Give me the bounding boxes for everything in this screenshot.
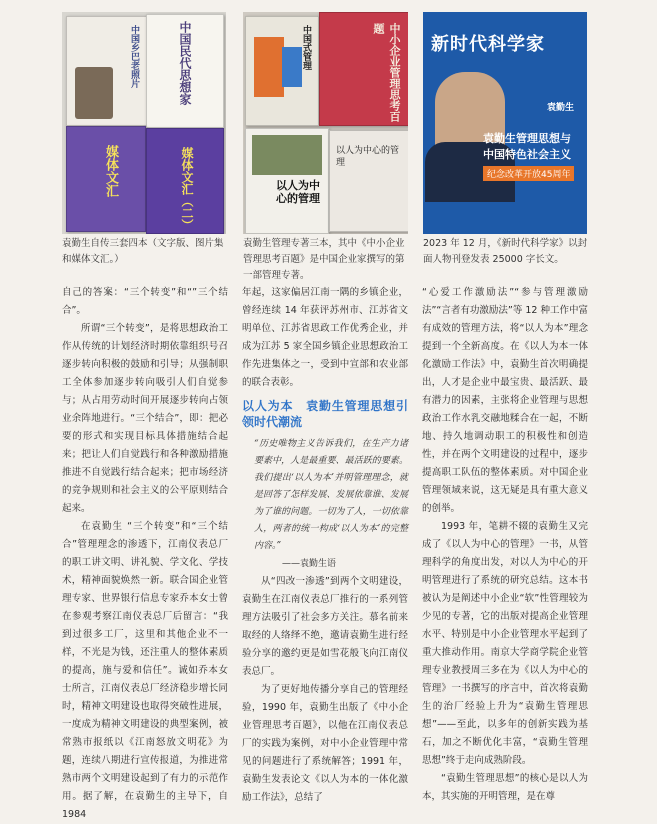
photo-strip bbox=[0, 12, 657, 234]
text-column-2 bbox=[242, 284, 408, 807]
paragraph: 在袁勤生 “三个转变”和“三个结合”管理理念的渗透下，江南仪表总厂的职工讲文明、讲礼貌、学文化、学技术，精神面貌焕然一新。联合国企业管理专家、世界银行信息专家乔本女士曾在参观考察江南仪表总厂后留言：“我到过很多工厂，这里和其他企业不一样，不光是为钱，还注重人的整体素质的提高，施与爱和信任”。诚如乔本女士所言，江南仪表总厂经济稳步增长同时，精神文明建设也取得突破性进展，一度成为精神文明建设的典型案例，被常熟市报纸以《江南怒放文明花》为题，连续八期进行宣传报道，为推进常熟市两个文明建设起到了有力的示范作用。据了解，在袁勤生的主导下，自 1984 bbox=[62, 521, 228, 820]
magazine-headline-1: 袁勤生管理思想与 bbox=[483, 132, 571, 145]
book-cover bbox=[146, 128, 224, 234]
book-title: 中小企业管理思考百题 bbox=[372, 23, 401, 122]
book-illustration bbox=[252, 135, 322, 175]
photo-caption: 2023 年 12 月，《新时代科学家》以封面人物刊登发表 25000 字长文。 bbox=[423, 238, 588, 265]
photo-management-books bbox=[243, 12, 408, 234]
book-color-block bbox=[282, 47, 302, 87]
paragraph: 自己的答案：“三个转变”和“”三个结合”。 bbox=[62, 287, 228, 316]
photo-autobiography-books bbox=[62, 12, 226, 234]
quote-block: “历史唯物主义告诉我们，在生产力诸要素中，人是最重要、最活跃的要素。我们提出‘以人为本’并明管理理念，就是回答了怎样发展、发展依靠谁、发展为了谁的问题。一切为了人，一切依靠人，两者的统一构成‘以人为本’的完整内容。” bbox=[254, 439, 408, 551]
book-title: 以人为中心的管理 bbox=[276, 179, 320, 205]
book-color-block bbox=[254, 37, 284, 97]
text-column-3 bbox=[422, 284, 588, 806]
text-column-1 bbox=[62, 284, 228, 824]
magazine-headline-2: 中国特色社会主义 bbox=[483, 148, 571, 161]
paragraph: 从“四改一渗透”到两个文明建设，袁勤生在江南仪表总厂推行的一系列管理方法吸引了社会多方关注。慕名前来取经的人络绎不绝，邀请袁勤生进行经验分享的邀约更是如雪花般飞向江南仪表总厂。 bbox=[242, 576, 408, 677]
photo-magazine-cover bbox=[423, 12, 587, 234]
book-title: 媒体文汇（二） bbox=[180, 147, 194, 231]
book-title: 中国乡巴老照片 bbox=[129, 25, 139, 88]
quote-source: ——袁勤生语 bbox=[282, 559, 337, 569]
book-cover bbox=[66, 126, 146, 232]
magazine-banner: 纪念改革开放45周年 bbox=[483, 166, 574, 181]
photo-caption: 袁勤生自传三套四本（文字版、图片集和媒体文汇。） bbox=[62, 238, 224, 265]
magazine-name: 袁勤生 bbox=[547, 103, 575, 113]
section-heading: 以人为本 袁勤生管理思想引领时代潮流 bbox=[242, 399, 408, 429]
book-title: 媒体文汇 bbox=[103, 145, 118, 197]
photo-caption: 袁勤生管理专著三本，其中《中小企业管理思考百题》是中国企业家撰写的第一部管理专著。 bbox=[243, 238, 405, 281]
book-cover bbox=[146, 14, 224, 128]
paragraph: “袁勤生管理思想”的核心是以人为本，其实施的开明管理，是在尊 bbox=[422, 773, 588, 802]
book-cover bbox=[66, 16, 148, 126]
author-photo bbox=[75, 67, 113, 119]
paragraph: 所谓“三个转变”，是将思想政治工作从传统的计划经济时期依靠组织号召逐步转向积极的鼓励和引导；从强制职工全体参加逐步转向吸引人们自觉参与；从占用劳动时间开展逐步转向占领业余阵地进行。“三个结合”，即：把必要的形式和实现目标具体措施结合起来；把让人们自觉践行和各种激励措施推进不自觉践行结合起来；把市场经济的竞争规则和社会主义的公平原则结合起来。 bbox=[62, 323, 228, 514]
book-cover bbox=[319, 12, 408, 126]
paragraph: 为了更好地传播分享自己的管理经验，1990 年，袁勤生出版了《中小企业管理思考百题》，以他在江南仪表总厂的实践为案例，对中小企业管理中常见的问题进行了系统解答；1991 年，袁勤生发表论文《以人为本的一体化激励工作法》，总结了 bbox=[242, 684, 408, 803]
book-title: 中国式管理 bbox=[301, 25, 311, 70]
paragraph: 年起，这家偏居江南一隅的乡镇企业，曾经连续 14 年获评苏州市、江苏省文明单位、江苏省思政工作优秀企业，并成为江苏 5 家全国乡镇企业思想政治工作先进集体之一，受到中宣部和农业部的联合表彰。 bbox=[242, 287, 408, 388]
book-title: 中国民代思想家 bbox=[178, 21, 192, 105]
book-cover bbox=[245, 16, 319, 126]
book-cover bbox=[245, 128, 329, 234]
magazine-title: 新时代科学家 bbox=[431, 34, 545, 55]
book-title: 以人为中心的管理 bbox=[336, 146, 400, 168]
paragraph: 1993 年，笔耕不辍的袁勤生又完成了《以人为中心的管理》一书，从管理科学的角度出发，对以人为中心的开明管理进行了系统的研究总结。这本书被认为是阐述中小企业“软”性管理较为少见的专著，它的出版对提高企业管理水平、特别是中小企业管理水平起到了重大推动作用。南京大学商学院企业管理专业教授周三多在为《以人为中心的管理》一书撰写的序言中，首次将袁勤生的治厂经验上升为“袁勤生管理思想”——至此，以多年的创新实践为基石，加之不断优化丰富，“袁勤生管理思想”终于走向成熟阶段。 bbox=[422, 521, 588, 766]
book-cover bbox=[329, 130, 408, 232]
paragraph: “心爱工作激励法”“参与管理激励法”“言者有功激励法”等 12 种工作中富有成效的管理方法，将“以人为本”理念提到一个全新高度。在《以人为本一体化激励工作法》中，袁勤生首次明确提出，人才是企业中最宝贵、最活跃、最有潜力的因素，主张将企业管理与思想政治工作水乳交融地糅合在一起，不断地、持久地调动职工的积极性和创造性，并在两个文明建设的过程中，逐步提高职工队伍的整体素质。对中国企业管理领域来说，这无疑是具有重大意义的创举。 bbox=[422, 287, 588, 514]
